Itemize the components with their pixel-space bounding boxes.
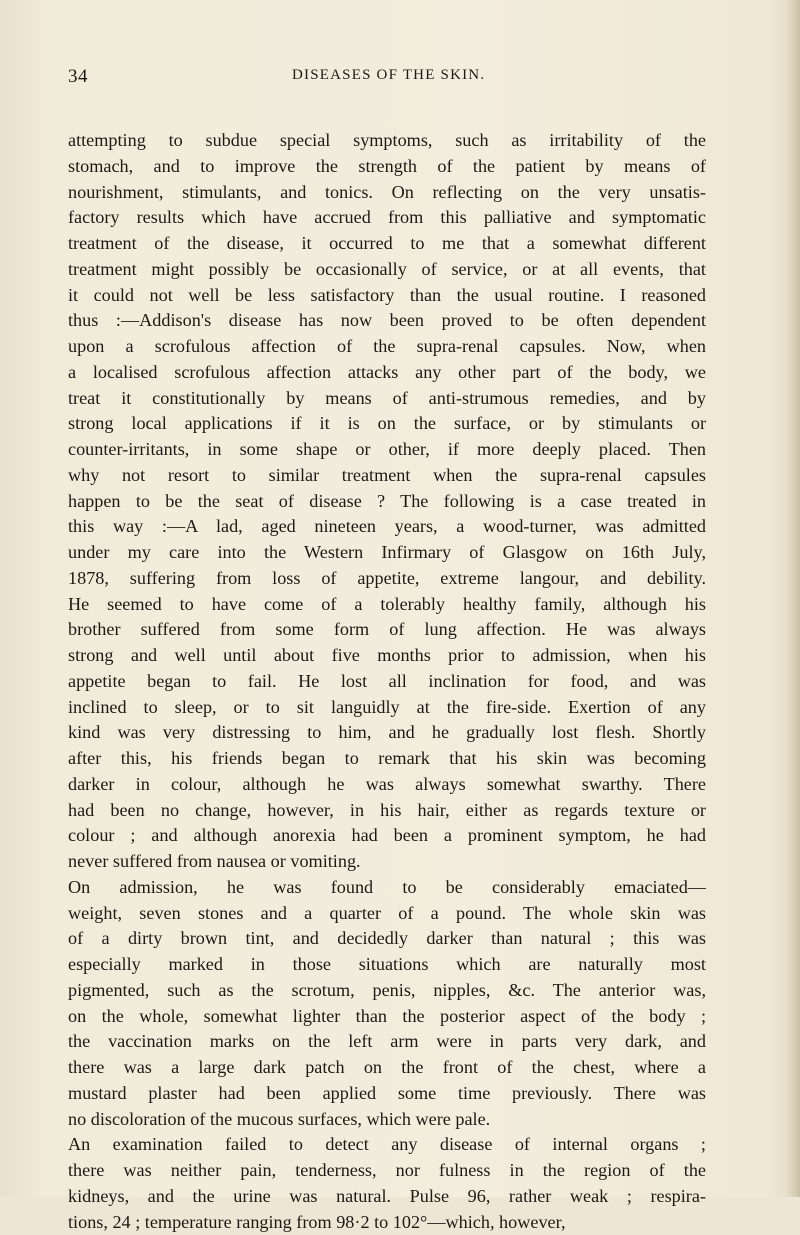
text-line: a localised scrofulous affection attacks any other part of the body, we: [68, 360, 706, 386]
text-line: upon a scrofulous affection of the supra-renal capsules. Now, when: [68, 334, 706, 360]
text-line: 1878, suffering from loss of appetite, extreme langour, and debility.: [68, 566, 706, 592]
text-line: no discoloration of the mucous surfaces, which were pale.: [68, 1107, 706, 1133]
text-line: stomach, and to improve the strength of the patient by means of: [68, 154, 706, 180]
text-line: darker in colour, although he was always somewhat swarthy. There: [68, 772, 706, 798]
text-line: happen to be the seat of disease ? The following is a case treated in: [68, 489, 706, 515]
text-line: there was a large dark patch on the front of the chest, where a: [68, 1055, 706, 1081]
text-line: strong and well until about five months prior to admission, when his: [68, 643, 706, 669]
text-line: brother suffered from some form of lung affection. He was always: [68, 617, 706, 643]
text-line: under my care into the Western Infirmary of Glasgow on 16th July,: [68, 540, 706, 566]
text-line: tions, 24 ; temperature ranging from 98·2 to 102°—which, however,: [68, 1210, 706, 1235]
text-line: there was neither pain, tenderness, nor fulness in the region of the: [68, 1158, 706, 1184]
text-line: An examination failed to detect any disease of internal organs ;: [68, 1132, 706, 1158]
page-number: 34: [68, 66, 88, 88]
text-line: counter-irritants, in some shape or other, if more deeply placed. Then: [68, 437, 706, 463]
text-line: mustard plaster had been applied some time previously. There was: [68, 1081, 706, 1107]
text-line: especially marked in those situations which are naturally most: [68, 952, 706, 978]
text-line: thus :—Addison's disease has now been proved to be often dependent: [68, 308, 706, 334]
text-line: weight, seven stones and a quarter of a pound. The whole skin was: [68, 901, 706, 927]
running-head: DISEASES OF THE SKIN.: [292, 67, 485, 84]
text-line: the vaccination marks on the left arm were in parts very dark, and: [68, 1029, 706, 1055]
text-line: treat it constitutionally by means of anti-strumous remedies, and by: [68, 386, 706, 412]
text-line: He seemed to have come of a tolerably healthy family, although his: [68, 592, 706, 618]
text-line: factory results which have accrued from this palliative and symptomatic: [68, 205, 706, 231]
body-text: [68, 128, 706, 1235]
text-line: kind was very distressing to him, and he gradually lost flesh. Shortly: [68, 720, 706, 746]
text-line: kidneys, and the urine was natural. Pulse 96, rather weak ; respira-: [68, 1184, 706, 1210]
text-line: strong local applications if it is on the surface, or by stimulants or: [68, 411, 706, 437]
text-line: this way :—A lad, aged nineteen years, a wood-turner, was admitted: [68, 514, 706, 540]
text-line: attempting to subdue special symptoms, such as irritability of the: [68, 128, 706, 154]
text-line: never suffered from nausea or vomiting.: [68, 849, 706, 875]
text-line: had been no change, however, in his hair, either as regards texture or: [68, 798, 706, 824]
text-line: after this, his friends began to remark that his skin was becoming: [68, 746, 706, 772]
text-line: pigmented, such as the scrotum, penis, nipples, &c. The anterior was,: [68, 978, 706, 1004]
text-line: on the whole, somewhat lighter than the posterior aspect of the body ;: [68, 1004, 706, 1030]
text-line: of a dirty brown tint, and decidedly darker than natural ; this was: [68, 926, 706, 952]
text-line: appetite began to fail. He lost all inclination for food, and was: [68, 669, 706, 695]
text-line: colour ; and although anorexia had been a prominent symptom, he had: [68, 823, 706, 849]
page-header: [68, 66, 708, 90]
text-line: On admission, he was found to be considerably emaciated—: [68, 875, 706, 901]
text-line: treatment of the disease, it occurred to me that a somewhat different: [68, 231, 706, 257]
text-line: why not resort to similar treatment when the supra-renal capsules: [68, 463, 706, 489]
text-line: treatment might possibly be occasionally of service, or at all events, that: [68, 257, 706, 283]
page-edge-shadow: [786, 0, 800, 1197]
text-line: nourishment, stimulants, and tonics. On reflecting on the very unsatis-: [68, 180, 706, 206]
text-line: it could not well be less satisfactory than the usual routine. I reasoned: [68, 283, 706, 309]
text-line: inclined to sleep, or to sit languidly at the fire-side. Exertion of any: [68, 695, 706, 721]
